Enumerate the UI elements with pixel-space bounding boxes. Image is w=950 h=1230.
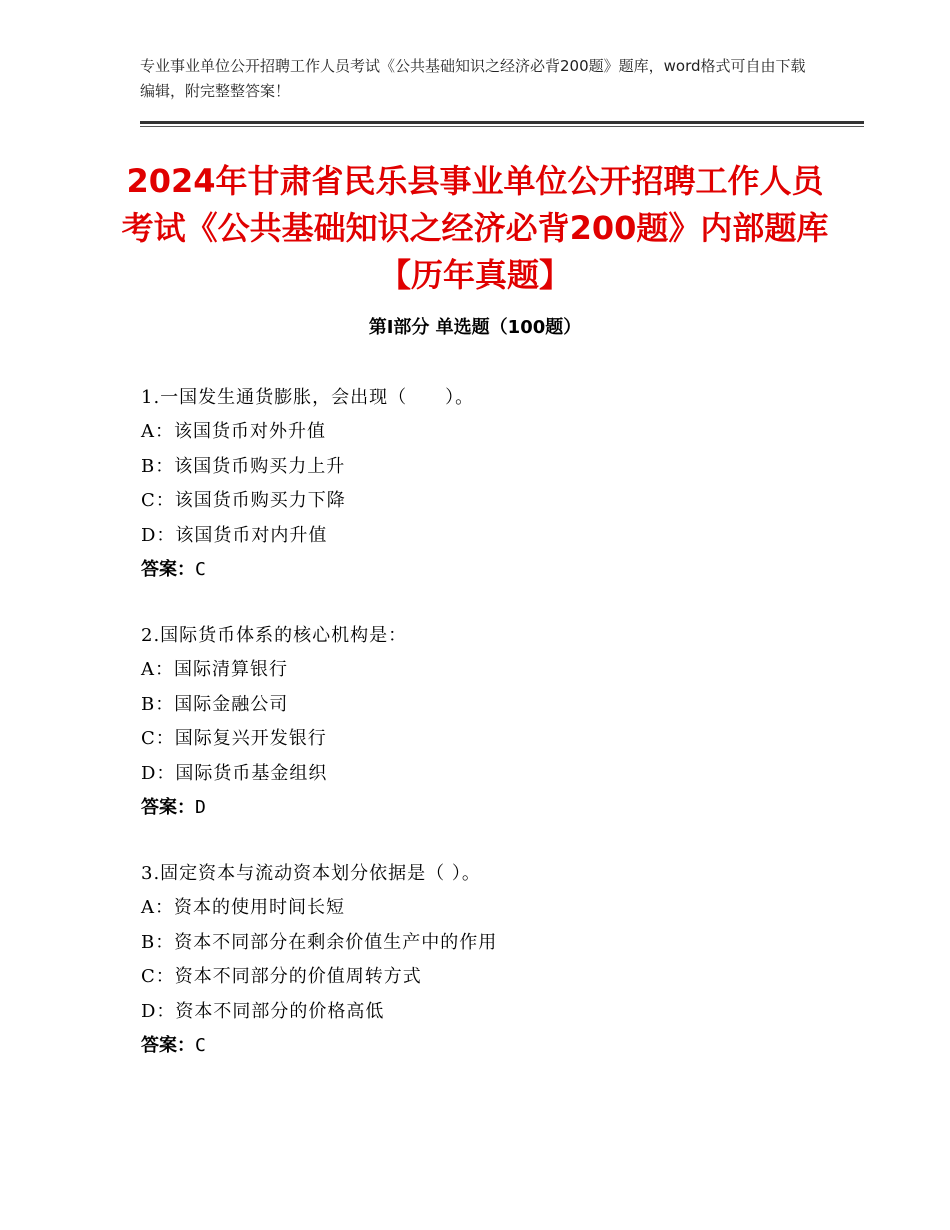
question-stem: 3.固定资本与流动资本划分依据是（ ）。 [141,863,481,884]
header-divider-thick [140,121,864,124]
answer-label: 答案： [141,1034,195,1056]
option-a: A：资本的使用时间长短 [141,897,345,919]
option-b: B：该国货币购买力上升 [141,455,346,477]
answer-label: 答案： [141,796,195,818]
question-2 [141,619,861,825]
answer-value: C [195,1034,206,1056]
option-c: C：该国货币购买力下降 [141,490,346,512]
answer [141,791,861,825]
option-a: A：该国货币对外升值 [141,421,326,443]
question-1 [141,381,861,587]
header-note: 专业事业单位公开招聘工作人员考试《公共基础知识之经济必背200题》题库，word格式可自由下载编辑，附完整整答案！ [140,57,806,100]
option-d: D：国际货币基金组织 [141,762,328,784]
question-stem: 1.一国发生通货膨胀，会出现（ ）。 [141,387,475,408]
document-title: 2024年甘肃省民乐县事业单位公开招聘工作人员考试《公共基础知识之经济必背200题》内部题库【历年真题】 [121,162,829,294]
answer [141,553,861,587]
option-b: B：国际金融公司 [141,693,289,715]
answer-value: C [195,558,206,580]
answer-label: 答案： [141,558,195,580]
option-d: D：资本不同部分的价格高低 [141,1000,385,1022]
option-a: A：国际清算银行 [141,659,288,681]
question-stem: 2.国际货币体系的核心机构是： [141,625,408,646]
answer [141,1029,861,1063]
answer-value: D [195,796,206,818]
section-title: 第Ⅰ部分 单选题（100题） [368,317,582,338]
option-b: B：资本不同部分在剩余价值生产中的作用 [141,931,498,953]
option-d: D：该国货币对内升值 [141,524,328,546]
option-c: C：国际复兴开发银行 [141,728,327,750]
header-divider-thin [140,126,864,127]
option-c: C：资本不同部分的价值周转方式 [141,966,422,988]
question-3 [141,857,861,1063]
